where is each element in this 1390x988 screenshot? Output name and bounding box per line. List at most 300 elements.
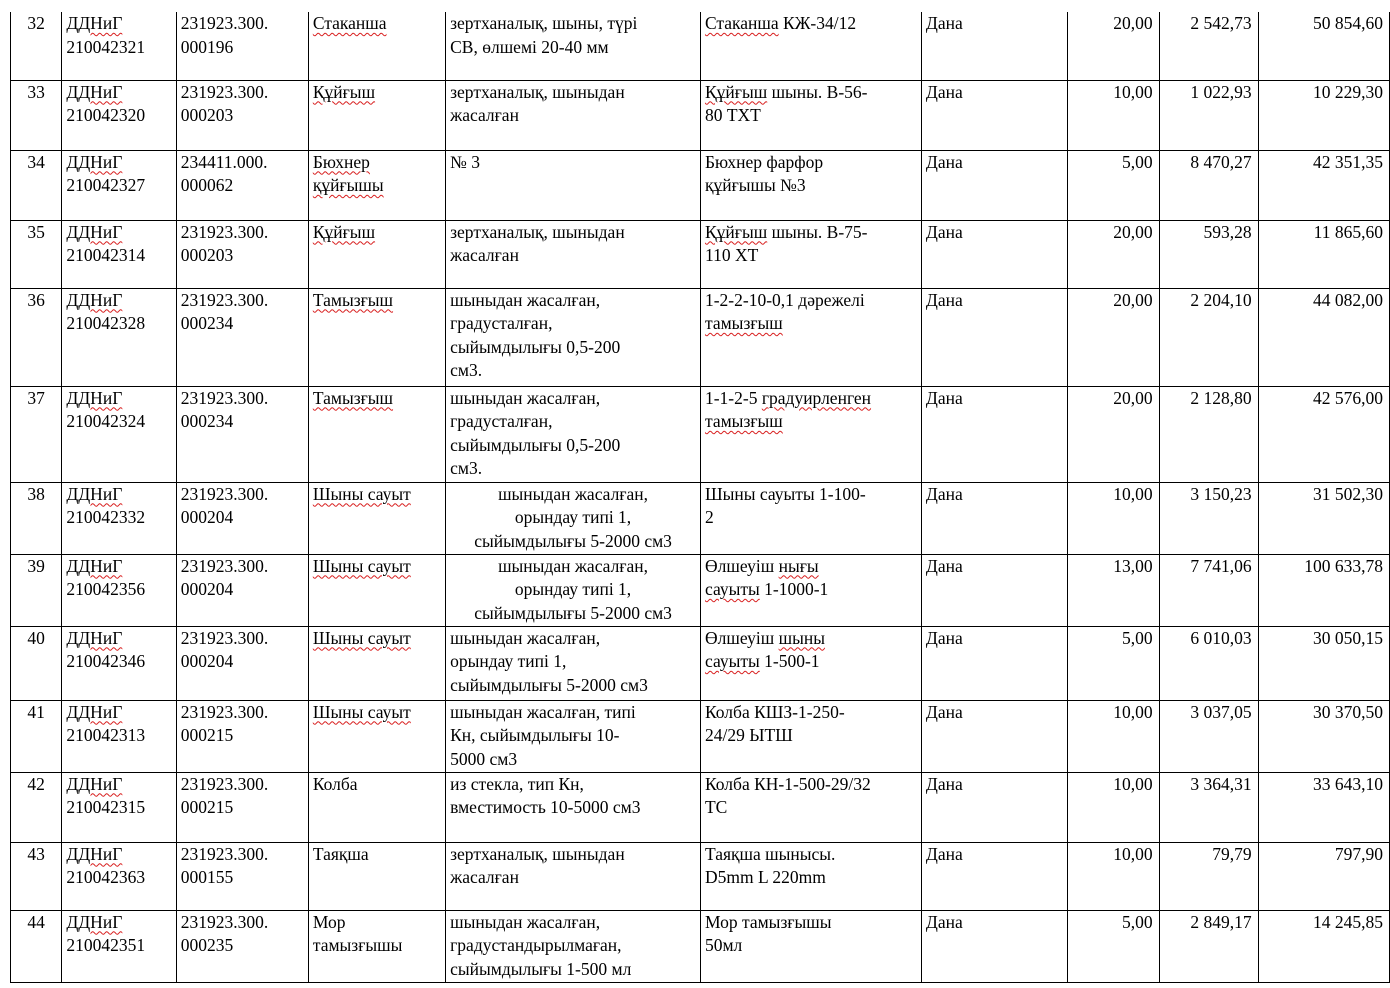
unit-price-cell xyxy=(1159,842,1258,910)
description-line: Кн, сыйымдылығы 10- xyxy=(450,725,620,745)
product-spec-line xyxy=(705,650,917,674)
description-line: зертханалық, шыныдан xyxy=(450,843,625,864)
item-name-cell xyxy=(308,150,445,220)
quantity: 10,00 xyxy=(1113,701,1153,722)
classifier-code-part2: 000203 xyxy=(180,105,234,125)
product-spec-line xyxy=(705,701,917,725)
product-spec-text: тамызғыш xyxy=(704,313,783,333)
table-row xyxy=(11,220,1390,288)
quantity-cell xyxy=(1067,386,1159,482)
product-spec-text: 1-500-1 xyxy=(759,651,820,671)
quantity-cell xyxy=(1067,910,1159,982)
item-description-cell xyxy=(446,220,701,288)
product-spec-text: сауыты xyxy=(704,579,760,599)
unit-of-measure: Дана xyxy=(925,627,963,648)
classifier-code-cell xyxy=(176,910,308,982)
unit-cell xyxy=(921,150,1067,220)
total-amount-cell xyxy=(1258,12,1389,80)
product-spec-line xyxy=(705,174,917,198)
item-description-cell xyxy=(446,386,701,482)
classifier-code-part1: 231923.300. xyxy=(180,843,269,864)
item-code-prefix: ДДНиГ xyxy=(66,151,123,172)
total-amount: 14 245,85 xyxy=(1313,911,1383,932)
item-description-cell xyxy=(446,554,701,626)
item-description-cell xyxy=(446,150,701,220)
quantity-cell xyxy=(1067,626,1159,700)
description-line: 5000 см3 xyxy=(450,748,518,769)
item-name-cell xyxy=(308,80,445,150)
product-spec-text: Құйғыш xyxy=(704,221,768,242)
product-spec-line xyxy=(705,627,917,651)
description-line: сыйымдылығы 5-2000 см3 xyxy=(474,602,672,623)
unit-price-cell xyxy=(1159,626,1258,700)
item-name-line: Шыны сауыт xyxy=(312,555,411,576)
table-row xyxy=(11,288,1390,386)
row-number-cell xyxy=(11,288,62,386)
unit-price-cell xyxy=(1159,80,1258,150)
product-spec-line xyxy=(705,289,917,313)
row-number: 37 xyxy=(27,387,45,408)
product-spec-text: 1-2-2-10-0,1 дәрежелі xyxy=(704,289,865,310)
quantity-cell xyxy=(1067,288,1159,386)
product-spec-line xyxy=(705,843,917,867)
classifier-code-cell xyxy=(176,842,308,910)
total-amount-cell xyxy=(1258,386,1389,482)
description-line: орындау типі 1, xyxy=(514,507,632,527)
classifier-code-part2: 000062 xyxy=(180,175,234,195)
total-amount-cell xyxy=(1258,220,1389,288)
item-code-cell xyxy=(62,910,176,982)
row-number-cell xyxy=(11,482,62,554)
description-line: СВ, өлшемі 20-40 мм xyxy=(450,36,609,57)
item-code-cell xyxy=(62,700,176,772)
classifier-code-part1: 231923.300. xyxy=(180,773,269,794)
item-code-prefix: ДДНиГ xyxy=(66,843,123,864)
product-spec-text: сауыты xyxy=(704,651,760,671)
item-code-cell xyxy=(62,12,176,80)
item-code-cell xyxy=(62,288,176,386)
row-number: 44 xyxy=(27,911,45,932)
item-code-cell xyxy=(62,150,176,220)
row-number-cell xyxy=(11,12,62,80)
classifier-code-part1: 231923.300. xyxy=(180,627,269,648)
row-number-cell xyxy=(11,80,62,150)
unit-of-measure: Дана xyxy=(925,701,963,722)
item-description-cell xyxy=(446,288,701,386)
item-name-cell xyxy=(308,220,445,288)
unit-price-cell xyxy=(1159,482,1258,554)
unit-price: 6 010,03 xyxy=(1190,627,1252,648)
total-amount: 100 633,78 xyxy=(1304,555,1383,576)
classifier-code-part1: 231923.300. xyxy=(180,81,269,102)
item-code-prefix: ДДНиГ xyxy=(66,13,123,33)
item-name-line: Стаканша xyxy=(312,13,387,33)
product-spec-line xyxy=(705,244,917,268)
item-code-cell xyxy=(62,842,176,910)
description-line: градусталған, xyxy=(450,411,553,431)
item-name-line: Таяқша xyxy=(312,843,369,864)
description-line: зертханалық, шыны, түрі xyxy=(450,13,638,33)
total-amount-cell xyxy=(1258,482,1389,554)
item-name-cell xyxy=(308,386,445,482)
product-spec-text: КЖ-34/12 xyxy=(778,13,857,33)
product-spec-line xyxy=(705,578,917,602)
item-name-line: Тамызғыш xyxy=(312,387,394,408)
item-code-number: 210042327 xyxy=(66,175,146,195)
unit-of-measure: Дана xyxy=(925,13,963,33)
item-code-cell xyxy=(62,220,176,288)
total-amount: 30 370,50 xyxy=(1313,701,1383,722)
row-number-cell xyxy=(11,220,62,288)
total-amount-cell xyxy=(1258,288,1389,386)
classifier-code-part2: 000204 xyxy=(180,651,234,671)
classifier-code-part2: 000204 xyxy=(180,579,234,599)
item-name-line: Шыны сауыт xyxy=(312,701,411,722)
unit-price: 1 022,93 xyxy=(1190,81,1252,102)
item-name-cell xyxy=(308,842,445,910)
item-code-cell xyxy=(62,482,176,554)
unit-price: 3 150,23 xyxy=(1190,483,1252,504)
table-row xyxy=(11,12,1390,80)
product-spec-cell xyxy=(700,80,921,150)
description-line: сыйымдылығы 0,5-200 xyxy=(450,336,621,357)
unit-price: 2 128,80 xyxy=(1190,387,1252,408)
row-number-cell xyxy=(11,386,62,482)
description-line: № 3 xyxy=(450,151,480,172)
item-name-cell xyxy=(308,626,445,700)
quantity-cell xyxy=(1067,772,1159,842)
product-spec-cell xyxy=(700,150,921,220)
unit-price: 79,79 xyxy=(1212,843,1252,864)
product-spec-text: 2 xyxy=(704,507,714,527)
product-spec-cell xyxy=(700,288,921,386)
quantity: 10,00 xyxy=(1113,483,1153,504)
item-code-number: 210042321 xyxy=(66,36,146,57)
unit-price-cell xyxy=(1159,910,1258,982)
quantity: 20,00 xyxy=(1113,13,1153,33)
description-line: сыйымдылығы 5-2000 см3 xyxy=(450,674,648,695)
item-name-line: құйғышы xyxy=(312,175,384,195)
product-spec-text: шыны. В-56- xyxy=(767,81,868,102)
unit-of-measure: Дана xyxy=(925,81,963,102)
total-amount: 33 643,10 xyxy=(1313,773,1383,794)
description-line: зертханалық, шыныдан xyxy=(450,81,625,102)
classifier-code-part1: 231923.300. xyxy=(180,483,269,504)
unit-price: 7 741,06 xyxy=(1190,555,1252,576)
item-description-cell xyxy=(446,80,701,150)
product-spec-cell xyxy=(700,220,921,288)
row-number-cell xyxy=(11,772,62,842)
quantity-cell xyxy=(1067,700,1159,772)
item-name-line: Тамызғыш xyxy=(312,289,394,310)
total-amount-cell xyxy=(1258,772,1389,842)
classifier-code-part1: 231923.300. xyxy=(180,701,269,722)
product-spec-text: градуирленген xyxy=(761,387,872,408)
item-code-prefix: ДДНиГ xyxy=(66,483,123,504)
quantity-cell xyxy=(1067,150,1159,220)
description-line: шыныдан жасалған, типі xyxy=(450,701,636,722)
item-code-number: 210042315 xyxy=(66,797,146,817)
item-code-number: 210042351 xyxy=(66,935,146,955)
unit-price-cell xyxy=(1159,700,1258,772)
description-line: из стекла, тип Кн, xyxy=(450,773,584,794)
row-number: 43 xyxy=(27,843,45,864)
unit-price: 8 470,27 xyxy=(1190,151,1252,172)
unit-of-measure: Дана xyxy=(925,843,963,864)
unit-price: 593,28 xyxy=(1203,221,1252,242)
item-code-number: 210042332 xyxy=(66,507,146,527)
classifier-code-cell xyxy=(176,12,308,80)
classifier-code-cell xyxy=(176,554,308,626)
table-row xyxy=(11,386,1390,482)
quantity: 5,00 xyxy=(1121,911,1153,932)
item-code-number: 210042346 xyxy=(66,651,146,671)
item-code-prefix: ДДНиГ xyxy=(66,81,123,102)
product-spec-line xyxy=(705,312,917,336)
row-number: 32 xyxy=(27,13,45,33)
unit-cell xyxy=(921,554,1067,626)
description-line: вместимость 10-5000 см3 xyxy=(450,797,641,817)
unit-of-measure: Дана xyxy=(925,773,963,794)
product-spec-text: 24/29 ЫТШ xyxy=(704,725,793,745)
unit-cell xyxy=(921,772,1067,842)
quantity: 20,00 xyxy=(1113,387,1153,408)
item-name-cell xyxy=(308,772,445,842)
quantity: 10,00 xyxy=(1113,773,1153,794)
unit-of-measure: Дана xyxy=(925,387,963,408)
unit-of-measure: Дана xyxy=(925,483,963,504)
table-row xyxy=(11,150,1390,220)
item-name-line: Мор xyxy=(312,911,346,932)
description-line: шыныдан жасалған, xyxy=(450,387,601,408)
item-description-cell xyxy=(446,12,701,80)
row-number: 39 xyxy=(27,555,45,576)
item-code-number: 210042363 xyxy=(66,867,146,887)
product-spec-text: 1-1-2-5 xyxy=(704,387,762,408)
product-spec-text: 50мл xyxy=(704,935,743,955)
product-spec-cell xyxy=(700,842,921,910)
item-name-line: Бюхнер xyxy=(312,151,370,172)
product-spec-text: құйғышы №3 xyxy=(704,175,806,195)
product-spec-line xyxy=(705,81,917,105)
product-spec-line xyxy=(705,483,917,507)
item-name-line: Шыны сауыт xyxy=(312,483,411,504)
table-row xyxy=(11,772,1390,842)
unit-cell xyxy=(921,910,1067,982)
item-name-cell xyxy=(308,554,445,626)
item-code-prefix: ДДНиГ xyxy=(66,555,123,576)
description-line: жасалған xyxy=(450,105,519,125)
table-row xyxy=(11,910,1390,982)
product-spec-line xyxy=(705,773,917,797)
classifier-code-part2: 000203 xyxy=(180,245,234,265)
total-amount-cell xyxy=(1258,150,1389,220)
item-code-prefix: ДДНиГ xyxy=(66,289,123,310)
total-amount-cell xyxy=(1258,842,1389,910)
total-amount: 10 229,30 xyxy=(1313,81,1383,102)
product-spec-line xyxy=(705,724,917,748)
product-spec-line xyxy=(705,387,917,411)
product-spec-text: D5mm L 220mm xyxy=(704,867,826,887)
product-spec-text: тамызғыш xyxy=(704,411,783,431)
table-row xyxy=(11,626,1390,700)
product-spec-text: нығы xyxy=(778,555,819,576)
unit-price-cell xyxy=(1159,150,1258,220)
classifier-code-cell xyxy=(176,80,308,150)
quantity-cell xyxy=(1067,12,1159,80)
row-number-cell xyxy=(11,150,62,220)
unit-of-measure: Дана xyxy=(925,289,963,310)
description-line: сыйымдылығы 0,5-200 xyxy=(450,434,621,455)
item-code-cell xyxy=(62,772,176,842)
product-spec-text: Таяқша шынысы. xyxy=(704,843,836,864)
product-spec-text: Құйғыш xyxy=(704,81,768,102)
product-spec-line xyxy=(705,151,917,175)
product-spec-line xyxy=(705,104,917,128)
quantity-cell xyxy=(1067,482,1159,554)
item-description-cell xyxy=(446,772,701,842)
total-amount-cell xyxy=(1258,554,1389,626)
quantity: 10,00 xyxy=(1113,81,1153,102)
product-spec-text: Колба КН-1-500-29/32 xyxy=(704,773,871,794)
item-code-prefix: ДДНиГ xyxy=(66,387,123,408)
unit-price-cell xyxy=(1159,772,1258,842)
unit-of-measure: Дана xyxy=(925,151,963,172)
item-code-prefix: ДДНиГ xyxy=(66,701,123,722)
unit-cell xyxy=(921,482,1067,554)
table-row xyxy=(11,700,1390,772)
classifier-code-part2: 000234 xyxy=(180,313,234,333)
item-code-number: 210042356 xyxy=(66,579,146,599)
item-code-number: 210042328 xyxy=(66,313,146,333)
quantity: 5,00 xyxy=(1121,151,1153,172)
row-number: 33 xyxy=(27,81,45,102)
item-name-line: Колба xyxy=(312,773,358,794)
item-code-cell xyxy=(62,626,176,700)
description-line: шыныдан жасалған, xyxy=(450,627,601,648)
item-description-cell xyxy=(446,910,701,982)
unit-cell xyxy=(921,288,1067,386)
total-amount-cell xyxy=(1258,80,1389,150)
unit-of-measure: Дана xyxy=(925,911,963,932)
total-amount: 30 050,15 xyxy=(1313,627,1383,648)
unit-price: 2 849,17 xyxy=(1190,911,1252,932)
unit-price-cell xyxy=(1159,386,1258,482)
row-number-cell xyxy=(11,554,62,626)
unit-price: 2 204,10 xyxy=(1190,289,1252,310)
quantity: 10,00 xyxy=(1113,843,1153,864)
product-spec-cell xyxy=(700,12,921,80)
row-number: 41 xyxy=(27,701,45,722)
item-name-line: Шыны сауыт xyxy=(312,627,411,648)
quantity: 20,00 xyxy=(1113,221,1153,242)
classifier-code-part2: 000215 xyxy=(180,725,234,745)
item-code-prefix: ДДНиГ xyxy=(66,627,123,648)
description-line: шыныдан жасалған, xyxy=(450,289,601,310)
classifier-code-part1: 231923.300. xyxy=(180,911,269,932)
product-spec-line xyxy=(705,555,917,579)
total-amount: 50 854,60 xyxy=(1313,13,1383,33)
classifier-code-part2: 000196 xyxy=(180,36,234,57)
item-code-number: 210042320 xyxy=(66,105,146,125)
description-line: градусталған, xyxy=(450,313,553,333)
row-number: 38 xyxy=(27,483,45,504)
unit-price-cell xyxy=(1159,288,1258,386)
classifier-code-part1: 231923.300. xyxy=(180,221,269,242)
unit-price-cell xyxy=(1159,554,1258,626)
description-line: орындау типі 1, xyxy=(450,651,567,671)
unit-cell xyxy=(921,700,1067,772)
unit-price: 3 037,05 xyxy=(1190,701,1252,722)
row-number-cell xyxy=(11,700,62,772)
unit-cell xyxy=(921,626,1067,700)
table-row xyxy=(11,482,1390,554)
product-spec-text: шыны. В-75- xyxy=(767,221,868,242)
description-line: см3. xyxy=(450,360,483,380)
product-spec-cell xyxy=(700,386,921,482)
product-spec-cell xyxy=(700,482,921,554)
description-line: сыйымдылығы 5-2000 см3 xyxy=(474,530,672,551)
item-name-cell xyxy=(308,482,445,554)
table-row xyxy=(11,842,1390,910)
item-description-cell xyxy=(446,842,701,910)
row-number: 40 xyxy=(27,627,45,648)
quantity-cell xyxy=(1067,842,1159,910)
product-spec-cell xyxy=(700,554,921,626)
product-spec-line xyxy=(705,221,917,245)
item-name-line: Құйғыш xyxy=(312,81,376,102)
row-number: 35 xyxy=(27,221,45,242)
row-number-cell xyxy=(11,842,62,910)
item-name-cell xyxy=(308,12,445,80)
classifier-code-cell xyxy=(176,150,308,220)
product-spec-line xyxy=(705,12,917,36)
item-code-prefix: ДДНиГ xyxy=(66,221,123,242)
unit-price-cell xyxy=(1159,220,1258,288)
product-spec-text: 110 ХТ xyxy=(704,245,759,265)
description-line: градустандырылмаған, xyxy=(450,935,622,955)
description-line: жасалған xyxy=(450,245,519,265)
row-number: 42 xyxy=(27,773,45,794)
classifier-code-part1: 234411.000. xyxy=(180,151,268,172)
product-spec-line xyxy=(705,911,917,935)
product-spec-text: Мор тамызғышы xyxy=(704,911,832,932)
quantity-cell xyxy=(1067,220,1159,288)
description-line: зертханалық, шыныдан xyxy=(450,221,625,242)
product-spec-text: Шыны сауыты 1-100- xyxy=(704,483,866,504)
total-amount: 11 865,60 xyxy=(1313,221,1383,242)
product-spec-line xyxy=(705,410,917,434)
quantity-cell xyxy=(1067,554,1159,626)
item-code-cell xyxy=(62,386,176,482)
item-code-cell xyxy=(62,554,176,626)
total-amount: 31 502,30 xyxy=(1313,483,1383,504)
product-spec-cell xyxy=(700,910,921,982)
description-line: орындау типі 1, xyxy=(514,579,632,599)
description-line: сыйымдылығы 1-500 мл xyxy=(450,958,632,979)
product-spec-text: Өлшеуіш xyxy=(704,627,779,648)
quantity: 20,00 xyxy=(1113,289,1153,310)
total-amount: 42 351,35 xyxy=(1313,151,1383,172)
total-amount-cell xyxy=(1258,910,1389,982)
quantity-cell xyxy=(1067,80,1159,150)
description-line: шыныдан жасалған, xyxy=(498,555,649,576)
row-number: 34 xyxy=(27,151,45,172)
unit-cell xyxy=(921,220,1067,288)
quantity: 5,00 xyxy=(1121,627,1153,648)
procurement-table xyxy=(10,12,1390,983)
item-code-number: 210042314 xyxy=(66,245,146,265)
